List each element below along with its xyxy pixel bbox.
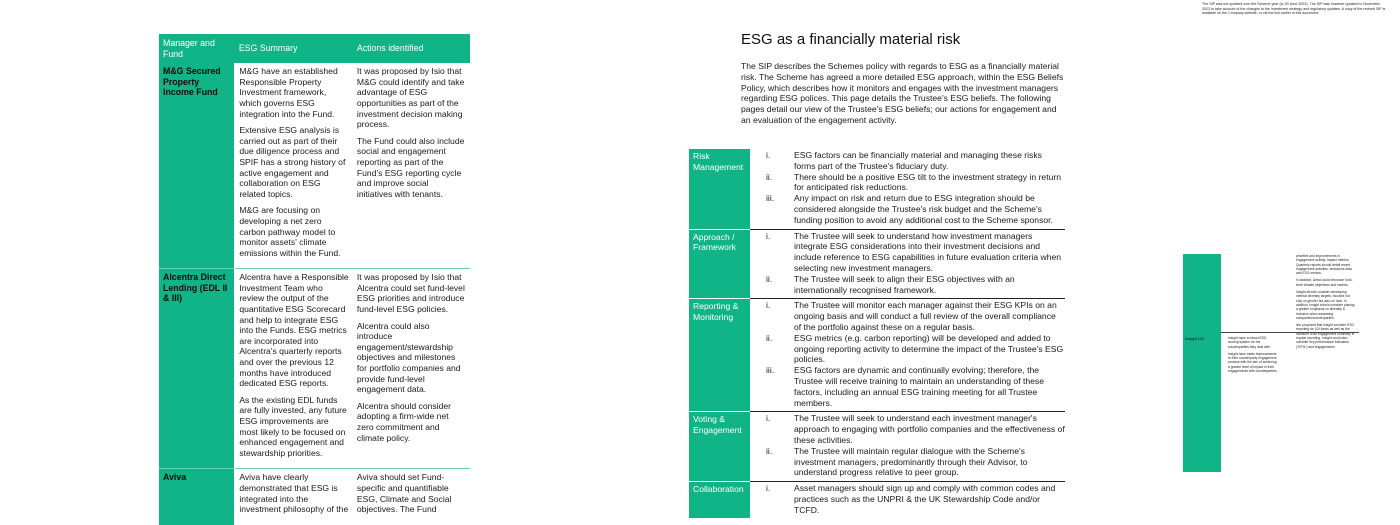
sip-update-note: The SIP was not updated over the Scheme year (to 30 June 2023). The SIP was however updated in November 2023 to take account of the changes to the investment strategy and regulatory updates. A copy of the revised SIP is available on the Company website, or via the link earlier in this document. [1202, 2, 1386, 16]
belief-item [758, 193, 1065, 225]
item-number: iii. [766, 365, 775, 376]
belief-category: Approach / Framework [689, 229, 750, 299]
item-text: ESG factors are dynamic and continually evolving; therefore, the Trustee will receive training to maintain an understanding of these factors, including an annual ESG training meeting for all Trustee members. [794, 365, 1044, 408]
belief-category: Risk Management [689, 149, 750, 229]
mini-fund-name: Insight LDI [1185, 336, 1205, 341]
belief-item [758, 413, 1065, 445]
action-paragraph: Aviva should set Fund-specific and quantifiable ESG, Climate and Social objectives. The Fund [356, 472, 452, 515]
esg-summary-cell [235, 269, 353, 469]
item-text: The Trustee will seek to align their ESG objectives with an internationally recognised framework. [794, 273, 1015, 295]
belief-item [758, 231, 1065, 274]
item-number: ii. [766, 332, 773, 343]
table-row [159, 469, 470, 525]
section-title: ESG as a financially material risk [741, 31, 961, 48]
belief-item [758, 483, 1065, 515]
belief-category: Collaboration [689, 482, 750, 519]
item-text: Asset managers should sign up and comply with common codes and practices such as the UNPRI & the UK Stewardship Code and/or TCFD. [794, 483, 1056, 515]
belief-item [758, 300, 1065, 332]
fund-name: Alcentra Direct Lending (EDL II & III) [159, 269, 235, 469]
item-number: i. [766, 483, 771, 494]
action-paragraph: Alcentra could also introduce engagement/stewardship objectives and milestones for portfolio companies and provide fund-level engagement data. [356, 320, 461, 395]
belief-items [750, 482, 1065, 519]
intro-paragraph: The SIP describes the Schemes policy with regards to ESG as a financially material risk. The Scheme has agreed a more detailed ESG approach, within the ESG Beliefs Policy, which describes how it monitors and engages with the investment managers regarding ESG polices. This page details the Trustee's ESG beliefs. The following pages detail our view of the Trustee's ESG beliefs; our actions for engagement and an evaluation of the engagement activity. [741, 61, 1064, 125]
belief-category: Voting & Engagement [689, 412, 750, 482]
belief-category: Reporting & Monitoring [689, 299, 750, 412]
belief-items [750, 299, 1065, 412]
esg-beliefs-table [689, 149, 1065, 519]
item-number: i. [766, 413, 771, 424]
header-esg-summary: ESG Summary [235, 34, 353, 63]
mini-action-paragraph: Insight should consider developing internal diversity targets, focused not only on gender but also on race. In addition, Insight should consider placing a greater emphasis on diversity & inclusion when assessing companies/counterparties. [1296, 290, 1355, 320]
item-text: There should be a positive ESG tilt to the investment strategy in return for anticipated risk reductions. [794, 171, 1062, 193]
esg-summary-cell [235, 63, 353, 269]
belief-row [689, 229, 1065, 299]
mini-summary-paragraph: Insight have made improvements to their counterparty engagement process with the aim of achieving a greater level of impact in their engagements with counterparties. [1228, 351, 1278, 374]
item-number: iii. [766, 193, 775, 204]
belief-items [750, 412, 1065, 482]
mini-fund-cell [1183, 254, 1221, 472]
item-text: The Trustee will seek to understand each investment manager's approach to engaging with portfolio companies and the effectiveness of these activities. [794, 413, 1065, 445]
item-text: ESG metrics (e.g. carbon reporting) will be developed and added to ongoing reporting activity to determine the impact of the Trustee's ESG policies. [794, 332, 1064, 365]
summary-paragraph: As the existing EDL funds are fully invested, any future ESG improvements are most likely to be focused on enhanced engagement and stewardship priorities. [239, 394, 347, 458]
item-number: ii. [766, 445, 773, 456]
item-number: ii. [766, 171, 773, 182]
summary-paragraph: Aviva have clearly demonstrated that ESG is integrated into the investment philosophy of the [239, 472, 349, 515]
actions-cell [353, 63, 470, 269]
belief-items [750, 229, 1065, 299]
summary-paragraph: M&G have an established Responsible Property Investment framework, which governs ESG integration into the Fund. [239, 66, 338, 119]
item-number: ii. [766, 273, 773, 284]
summary-paragraph: Extensive ESG analysis is carried out as part of their due diligence process and SPIF has a strong history of active engagement and collaboration on ESG related topics. [239, 125, 346, 199]
manager-esg-table [159, 34, 470, 525]
fund-name: Aviva [159, 469, 235, 525]
fund-name: M&G Secured Property Income Fund [159, 63, 235, 269]
table-row [159, 63, 470, 269]
header-actions: Actions identified [353, 34, 470, 63]
mini-action-paragraph: priorities and improvements in engagement activity. Impact metrics. Quarterly reports should detail recent engagement activities, emissions data and ESG metrics. [1296, 254, 1352, 276]
belief-item [758, 172, 1065, 194]
mini-action-paragraph: In addition, Aviva could introduce fund-level climate objectives and metrics. [1296, 278, 1353, 287]
summary-paragraph: M&G are focusing on developing a net zero carbon pathway model to monitor assets' climate emissions within the Fund. [239, 205, 341, 258]
mini-summary-cell [1228, 336, 1278, 376]
action-paragraph: It was proposed by Isio that Alcentra could set fund-level ESG priorities and introduce fund-level ESG policies. [356, 272, 465, 315]
belief-item [758, 150, 1065, 172]
belief-row [689, 299, 1065, 412]
actions-cell [353, 469, 470, 525]
belief-item [758, 446, 1065, 478]
belief-item [758, 333, 1065, 365]
esg-summary-cell [235, 469, 353, 525]
mini-actions-cell [1296, 254, 1356, 352]
table-row [159, 269, 470, 469]
belief-row [689, 482, 1065, 519]
item-number: i. [766, 150, 771, 160]
mini-manager-table [1183, 254, 1359, 472]
action-paragraph: It was proposed by Isio that M&G could identify and take advantage of ESG opportunities as part of the investment decision making process. [356, 66, 465, 130]
actions-cell [353, 269, 470, 469]
table-header-row [159, 34, 470, 63]
item-number: i. [766, 230, 771, 241]
item-text: The Trustee will maintain regular dialogue with the Scheme's investment managers, predominantly through their Advisor, to understand progress relative to peer group. [794, 445, 1028, 478]
action-paragraph: The Fund could also include social and engagement reporting as part of the Fund's ESG reporting cycle and improve social initiatives with tenants. [356, 135, 465, 199]
summary-paragraph: Alcentra have a Responsible Investment Team who review the output of the quantitative ESG Scorecard and help to integrate ESG into the Funds. ESG metrics are incorporated into Alcentra's quarterly reports and over the previous 12 months have introduced dedicated ESG reports. [239, 272, 349, 389]
item-number: i. [766, 300, 771, 311]
belief-item [758, 274, 1065, 296]
action-paragraph: Alcentra should consider adopting a firm-wide net zero commitment and climate policy. [356, 400, 452, 443]
belief-row [689, 149, 1065, 229]
item-text: The Trustee will seek to understand how investment managers integrate ESG considerations into their investment decisions and include reference to ESG capabilities in future evaluation criteria when selecting new investment managers. [794, 230, 1062, 273]
item-text: ESG factors can be financially material and managing these risks forms part of the Trustee's fiduciary duty. [794, 150, 1042, 171]
belief-item [758, 365, 1065, 408]
belief-row [689, 412, 1065, 482]
item-text: The Trustee will monitor each manager against their ESG KPIs on an ongoing basis and will conduct a full review of the overall compliance of the portfolio against these on a regular basis. [794, 300, 1057, 332]
item-text: Any impact on risk and return due to ESG integration should be considered alongside the Trustee's risk budget and the Scheme's funding position to avoid any additional cost to the Scheme sponsor. [794, 193, 1053, 225]
mini-action-paragraph: Isio proposed that Insight consider ESG reporting for LDI funds as well as the inclusion of an engagement summary in regular reporting. Insight could also consider key performance indicators ("KPIs") and engagements. [1296, 323, 1355, 349]
header-manager-fund: Manager and Fund [159, 34, 235, 63]
mini-summary-paragraph: Insight have a robust ESG scoring system for the counterparties they deal with. [1228, 336, 1271, 349]
belief-items [750, 149, 1065, 229]
